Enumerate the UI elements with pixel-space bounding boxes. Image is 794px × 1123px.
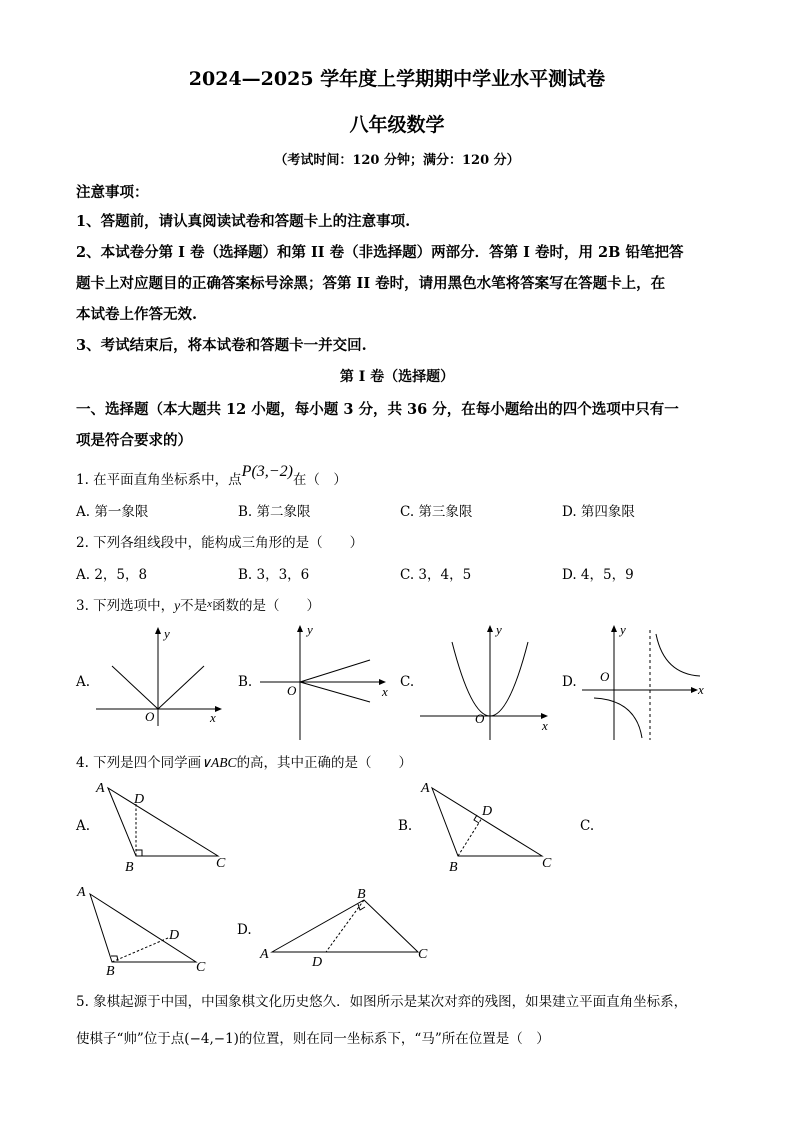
vertex-a: A (96, 781, 105, 796)
y-axis-arrow (487, 625, 493, 632)
exam-title: 2024—2025 学年度上学期期中学业水平测试卷 (188, 68, 606, 90)
q3-graph-c (418, 620, 558, 742)
notes-item-1: 1、答题前，请认真阅读试卷和答题卡上的注意事项. (76, 213, 411, 230)
q2-option-c[interactable]: C. 3，4，5 (400, 567, 472, 583)
question-3-mid: 不是 (180, 598, 208, 614)
right-angle-mark (358, 904, 365, 910)
vertex-b: B (449, 860, 458, 875)
question-3-suffix: 函数的是（ ） (212, 598, 321, 614)
q1-option-c[interactable]: C. 第三象限 (400, 504, 473, 520)
triangle-abc: ∨ABC (201, 755, 237, 770)
q2-option-d[interactable]: D. 4，5，9 (562, 567, 634, 583)
x-axis-arrow (691, 687, 698, 693)
exam-subject: 八年级数学 (349, 114, 445, 136)
q4-figure-b (418, 776, 568, 876)
question-3 (76, 594, 320, 614)
variable-y: y (174, 598, 181, 613)
notes-item-2-line-1: 2、本试卷分第 I 卷（选择题）和第 II 卷（非选择题）两部分．答第 I 卷时，用 2B 铅笔把答 (76, 244, 684, 261)
vertex-a: A (77, 885, 86, 900)
section-1-line-1: 一、选择题（本大题共 12 小题，每小题 3 分，共 36 分，在每小题给出的四个选项中只有一 (76, 401, 679, 418)
question-4 (76, 751, 412, 771)
exam-info: （考试时间：120 分钟；满分：120 分） (274, 153, 520, 168)
graph-line-right (158, 666, 204, 709)
q4-figure-a (94, 776, 240, 876)
vertex-c: C (542, 856, 552, 871)
origin-label: O (600, 669, 610, 684)
y-axis-arrow (611, 625, 617, 632)
height-dashed (112, 938, 168, 962)
q1-option-a[interactable]: A. 第一象限 (76, 504, 149, 520)
vertex-d: D (134, 792, 145, 807)
notes-item-2-line-3: 本试卷上作答无效. (76, 306, 198, 323)
y-axis-arrow (155, 627, 161, 634)
triangle (432, 788, 542, 856)
q4-option-a-label[interactable]: A. (76, 818, 91, 834)
q2-option-b[interactable]: B. 3，3，6 (238, 567, 310, 583)
vertex-b: B (125, 860, 134, 875)
q4-figure-d (254, 884, 444, 970)
vertex-c: C (196, 960, 206, 975)
graph-hyperbola-right (656, 634, 700, 676)
notes-item-3: 3、考试结束后，将本试卷和答题卡一并交回. (76, 337, 367, 354)
vertex-b: B (357, 887, 366, 902)
question-1-prefix: 1. 在平面直角坐标系中，点 (76, 472, 242, 488)
graph-line-left (112, 666, 158, 709)
q3-option-d-label[interactable]: D. (562, 674, 577, 690)
vertex-d: D (312, 955, 323, 970)
question-5-line-2: 使棋子“帅”位于点(−4,−1)的位置，则在同一坐标系下，“马”所在位置是（ ） (76, 1031, 550, 1047)
question-4-suffix: 的高，其中正确的是（ ） (236, 755, 413, 771)
height-dashed (326, 900, 364, 952)
q4-option-b-label[interactable]: B. (398, 818, 413, 834)
origin-label: O (475, 711, 485, 726)
vertex-c: C (418, 947, 428, 962)
notes-heading: 注意事项： (76, 184, 149, 201)
q4-option-c-label[interactable]: C. (580, 818, 595, 834)
y-axis-arrow (297, 625, 303, 632)
notes-item-2-line-2: 题卡上对应题目的正确答案标号涂黑；答第 II 卷时，请用黑色水笔将答案写在答题卡上，在 (76, 275, 666, 292)
question-4-prefix: 4. 下列是四个同学画 (76, 755, 202, 771)
vertex-d: D (482, 804, 493, 819)
question-5-line-1: 5. 象棋起源于中国，中国象棋文化历史悠久．如图所示是某次对弈的残图，如果建立平面直角坐标系， (76, 994, 688, 1010)
x-axis-arrow (215, 706, 222, 712)
vertex-c: C (216, 856, 226, 871)
q2-option-a[interactable]: A. 2，5，8 (76, 567, 148, 583)
q3-graph-b (256, 620, 396, 742)
q1-option-d[interactable]: D. 第四象限 (562, 504, 635, 520)
triangle (90, 894, 196, 962)
axis-x-label: x (210, 710, 216, 725)
origin-label: O (145, 709, 155, 724)
vertex-a: A (421, 781, 430, 796)
triangle (108, 788, 218, 856)
section-1-line-2: 项是符合要求的） (76, 432, 192, 449)
vertex-b: B (106, 964, 115, 979)
axis-y-label: y (620, 622, 626, 637)
axis-x-label: x (542, 718, 548, 733)
question-1-suffix: 在（ ） (292, 472, 347, 488)
q4-option-d-label[interactable]: D. (237, 922, 252, 938)
vertex-d: D (169, 928, 180, 943)
axis-x-label: x (382, 684, 388, 699)
origin-label: O (287, 683, 297, 698)
axis-x-label: x (698, 682, 704, 697)
q3-option-a-label[interactable]: A. (76, 674, 91, 690)
q3-option-c-label[interactable]: C. (400, 674, 415, 690)
q3-graph-a (94, 622, 230, 728)
point-p: P(3,−2) (241, 463, 293, 480)
q1-option-b[interactable]: B. 第二象限 (238, 504, 311, 520)
axis-y-label: y (307, 622, 313, 637)
axis-y-label: y (164, 626, 170, 641)
variable-x: x (207, 598, 213, 610)
part-1-title: 第 I 卷（选择题） (339, 369, 455, 385)
height-dashed (458, 818, 482, 856)
graph-ray-upper (300, 660, 370, 682)
right-angle-mark (136, 850, 142, 856)
graph-ray-lower (300, 682, 370, 702)
question-1 (76, 463, 347, 489)
question-2: 2. 下列各组线段中，能构成三角形的是（ ） (76, 535, 364, 551)
q4-figure-c (74, 880, 220, 980)
axis-y-label: y (496, 622, 502, 637)
question-3-prefix: 3. 下列选项中， (76, 598, 175, 614)
q3-graph-d (580, 620, 710, 742)
vertex-a: A (260, 947, 269, 962)
q3-option-b-label[interactable]: B. (238, 674, 253, 690)
graph-hyperbola-left (594, 698, 642, 738)
